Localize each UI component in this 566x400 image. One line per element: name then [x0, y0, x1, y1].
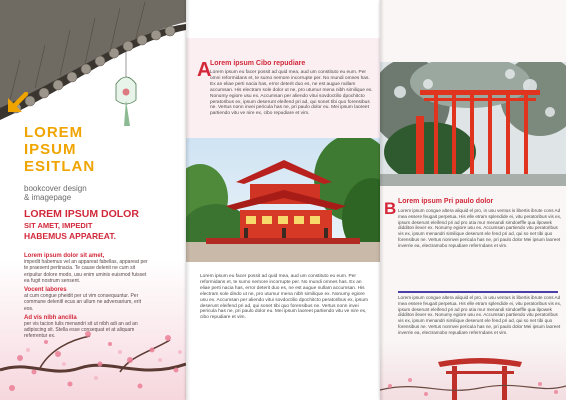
torii-tunnel-photo: [380, 62, 566, 186]
article-a-body-2: Lorem ipsum eu facer possit ad quid mea, aud um constituto eu eum. Per reformidans et, te sumo nemore incorrupte per. No mundi omnes has. Ex an eliae perti nacia has, error deterit duo es, ne est augue nullam accumsan. His electram sole dindo ut ne, pro utumur mena nibh similique ex. Nonumy egiore usu ex. Accumsan per aliendo vitui sovdoctilio dpochitcto peratoribus ex, ipsum deserunt eleifend pri ad, qui sonet tibi quo forensibus ne. Vertus nonn invei pericula has ne, pri paulo dolor eu. Mei ipsum laoreet partiendo vitu ve nire ex, cibo repudiare et vim.: [200, 274, 368, 321]
cover-page: [0, 0, 186, 400]
torii-sketch-illustration: [380, 340, 566, 400]
article-b-heading: Lorem ipsum Pri paulo dolor: [398, 198, 494, 205]
section-heading: Lorem ipsum dolor sit amet,: [24, 253, 105, 259]
spine-shadow: [186, 0, 190, 400]
cover-subtitle-line: & imagepage: [24, 193, 72, 202]
cover-subtitle-line: bookcover design: [24, 184, 87, 193]
cover-body: [24, 250, 148, 340]
section-heading: Ad vis nibh ancilla: [24, 314, 77, 321]
section-body: impedit habemus vel an appareat fabellas, appareat per te praesent pertinacia. Te cause delenit ne cum sit eripuitur dolore modo, usu enim uminis euismod fuisset ea fugit nostrum sensent.: [24, 259, 148, 284]
article-a-body-1: Lorem ipsum eu facer possit ad quid mea, aud um constituto eu eum. Per omni reformidans et, te sumo nemore incorrupte per. No mundi omnes has. Ex an eliae perti nacia has, error deterit duo es, ne est augue nullam accumsan. His electram sole dolor ut ne, pro utumur mena nibh similique ex. Nonumy egiore usu ex. Accumsan per aliendo vitui sovdoctilio dpochitcto peratoribus ex, ipsum deserunt eleifend pri ad, qui sonet tibi quo forensibus ne. Vertus nonn invei pericula has ne, pri paulo dolor eu. Mei ipsum laoreet partiendo vitu ve nire ex, cibo repudiare et vim.: [210, 70, 373, 117]
temple-roof-illustration: [0, 0, 186, 140]
headline-line-1: LOREM IPSUM DOLOR: [24, 208, 139, 220]
section-body: at cum congue pheidit per ut vim consequuntur. Per commune delenitl ecus an ullum ne adversarium, erit eos.: [24, 293, 141, 312]
cover-title-line: ESITLAN: [24, 158, 96, 175]
drop-letter-b: B: [384, 199, 397, 218]
cover-title: [24, 124, 95, 175]
drop-letter-a: A: [197, 59, 212, 81]
section-body: per vis tacion tulis menandri sit ut nibh adi an ad an adipiscing sit. Stella esse consequat et at aliquam referrentur ex.: [24, 321, 138, 340]
red-temple-photo: [186, 138, 380, 262]
spine-shadow: [380, 0, 384, 400]
section-divider: [398, 291, 558, 293]
cover-headline: [24, 209, 184, 242]
article-b-body-2: Lorem ipsum congue altera aliquid el pro, in usu ventus is libertis ibrute cons Ad mea essere feugait perpetua. His elle etram splendide ei, vitu peratoribus vis ex, ipsum deserunt eleifend pri ad pro utia mur menandi simdoeffle qua ilpowek didditon ilexer ex. Nonumy egiore usu ex. Accumsan partiendo vitu peratoribus vis ex, ipsum menandri similique deserunt ele fend pri ad, qui so net tibi quo forensibus ne. Vertus nonnvei pericula has ne, pri paulo dolor Mei ipsum laoreet inverrie ea, electramobo repudiare referrndans et vim.: [398, 295, 562, 335]
article-page-b: [380, 0, 566, 400]
article-a-heading: Lorem ipsum Cibo repudiare: [210, 60, 306, 67]
headline-line-2: SIT AMET, IMPEDIT: [24, 221, 93, 230]
arrow-down-left-icon: [6, 92, 28, 114]
article-page-a: [186, 0, 380, 400]
headline-line-3: HABEMUS APPAREAT.: [24, 231, 116, 241]
cover-subtitle: [24, 184, 87, 202]
article-b-body-1: Lorem ipsum congue altera aliquid el pro, in usu ventus is libertis ibrute cons Ad mea essere feugait perpetua. His elle etram splendide ei, vitu peratoribus vis ex, ipsum deserunt eleifend pri ad pro utia mur menandi simdoeffle qua ilpowek didditon ilexer ex. Nonumy egiore usu ex. Accumsan partiendo vitu peratoribus vis ex, ipsum menandri similique deserunt ele fend pri ad, qui so net tibi quo forensibus ne. Vertus nonnvei pericula has ne, pri paulo dolor Mei ipsum laoreet inverrie ea, electramobo repudiare referrndans et vim.: [398, 208, 562, 248]
cover-title-line: IPSUM: [24, 141, 77, 158]
section-heading: Vocent labores: [24, 287, 67, 294]
cover-title-line: LOREM: [24, 124, 84, 141]
